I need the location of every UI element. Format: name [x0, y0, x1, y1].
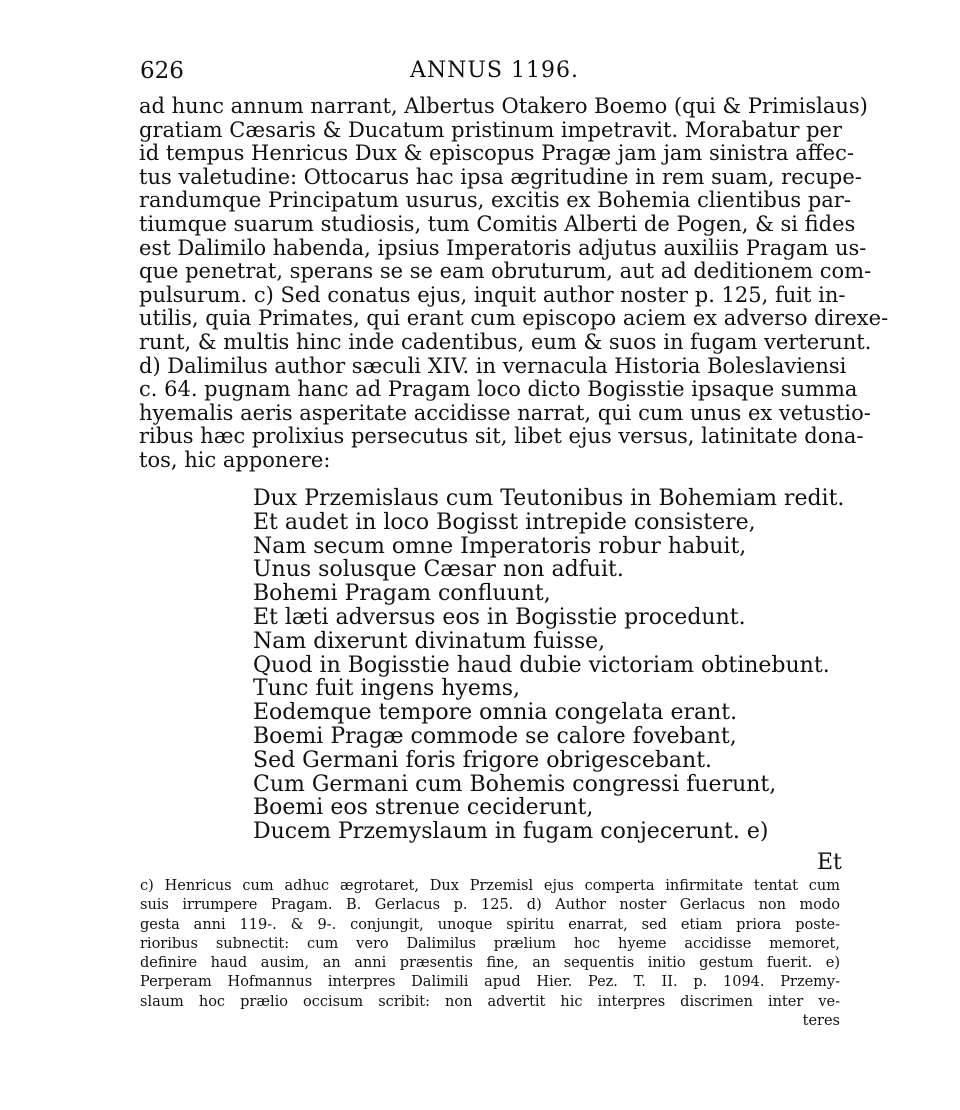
verse-line: Tunc fuit ingens hyems, — [253, 676, 521, 702]
verse-line: Cum Germani cum Bohemis congressi fuerunt, — [253, 771, 777, 797]
body-line: est Dalimilo habenda, ipsius Imperatoris adjutus auxiliis Pragam us- — [139, 235, 867, 260]
verse-line: Boemi eos strenue ceciderunt, — [253, 795, 594, 821]
body-line: tos, hic apponere: — [139, 447, 331, 472]
running-title: ANNUS 1196. — [410, 58, 579, 83]
verse-line: Bohemi Pragam confluunt, — [253, 581, 551, 607]
verse-line: Eodemque tempore omnia congelata erant. — [253, 700, 738, 726]
body-line: runt, & multis hinc inde cadentibus, eum & suos in fugam verterunt. — [139, 329, 872, 354]
verse-line: Et audet in loco Bogisst intrepide consistere, — [253, 509, 756, 535]
verse-line: Boemi Pragæ commode se calore fovebant, — [253, 723, 737, 749]
verse-line: Sed Germani foris frigore obrigescebant. — [253, 747, 713, 773]
footnote-line: Perperam Hofmannus interpres Dalimili apud Hier. Pez. T. II. p. 1094. Przemy- — [140, 974, 840, 991]
body-line: hyemalis aeris asperitate accidisse narrat, qui cum unus ex vetustio- — [139, 400, 871, 425]
footnote-line: definire haud ausim, an anni præsentis fine, an sequentis initio gestum fuerit. e) — [140, 955, 840, 972]
body-line: ad hunc annum narrant, Albertus Otakero Boemo (qui & Primislaus) — [139, 94, 868, 118]
footnote-line: gesta anni 119-. & 9-. conjungit, unoque spiritu enarrat, sed etiam priora poste- — [140, 916, 840, 933]
verse-line: Dux Przemislaus cum Teutonibus in Bohemiam redit. — [253, 486, 845, 511]
main-text — [139, 94, 889, 473]
body-line: id tempus Henricus Dux & episcopus Pragæ jam jam sinistra affec- — [139, 141, 854, 166]
verse-line: Nam secum omne Imperatoris robur habuit, — [253, 533, 747, 559]
verse-line: Et læti adversus eos in Bogisstie procedunt. — [253, 604, 746, 630]
body-line: pulsurum. c) Sed conatus ejus, inquit author noster p. 125, fuit in- — [139, 282, 846, 307]
page-header — [140, 58, 840, 88]
footnote-line: teres — [802, 1013, 840, 1030]
page-number: 626 — [140, 58, 184, 84]
verse-block — [253, 487, 844, 844]
body-line: ribus hæc prolixius persecutus sit, libet ejus versus, latinitate dona- — [139, 424, 864, 449]
verse-line: Unus solusque Cæsar non adfuit. — [253, 557, 624, 583]
catchword: Et — [817, 850, 842, 875]
body-line: randumque Principatum usurus, excitis ex Bohemia clientibus par- — [139, 188, 851, 213]
footnotes — [140, 877, 840, 1031]
footnote-line: suis irrumpere Pragam. B. Gerlacus p. 125. d) Author noster Gerlacus non modo — [140, 897, 840, 914]
body-line: tiumque suarum studiosis, tum Comitis Alberti de Pogen, & si fides — [139, 211, 856, 236]
body-line: utilis, quia Primates, qui erant cum episcopo aciem ex adverso direxe- — [139, 306, 889, 331]
body-line: c. 64. pugnam hanc ad Pragam loco dicto Bogisstie ipsaque summa — [139, 377, 858, 402]
verse-line: Quod in Bogisstie haud dubie victoriam obtinebunt. — [253, 652, 830, 678]
footnote-line: rioribus subnectit: cum vero Dalimilus prælium hoc hyeme accidisse memoret, — [140, 935, 840, 952]
verse-line: Nam dixerunt divinatum fuisse, — [253, 628, 606, 654]
verse-line: Ducem Przemyslaum in fugam conjecerunt. e) — [253, 819, 769, 845]
body-line: que penetrat, sperans se se eam obruturum, aut ad deditionem com- — [139, 259, 872, 284]
body-line: tus valetudine: Ottocarus hac ipsa ægritudine in rem suam, recupe- — [139, 164, 862, 189]
body-line: d) Dalimilus author sæculi XIV. in vernacula Historia Boleslaviensi — [139, 353, 847, 378]
footnote-line: c) Henricus cum adhuc ægrotaret, Dux Przemisl ejus comperta infirmitate tentat cum — [140, 878, 840, 894]
body-line: gratiam Cæsaris & Ducatum pristinum impetravit. Morabatur per — [139, 117, 843, 142]
footnote-line: slaum hoc prælio occisum scribit: non advertit hic interpres discrimen inter ve- — [140, 993, 840, 1010]
